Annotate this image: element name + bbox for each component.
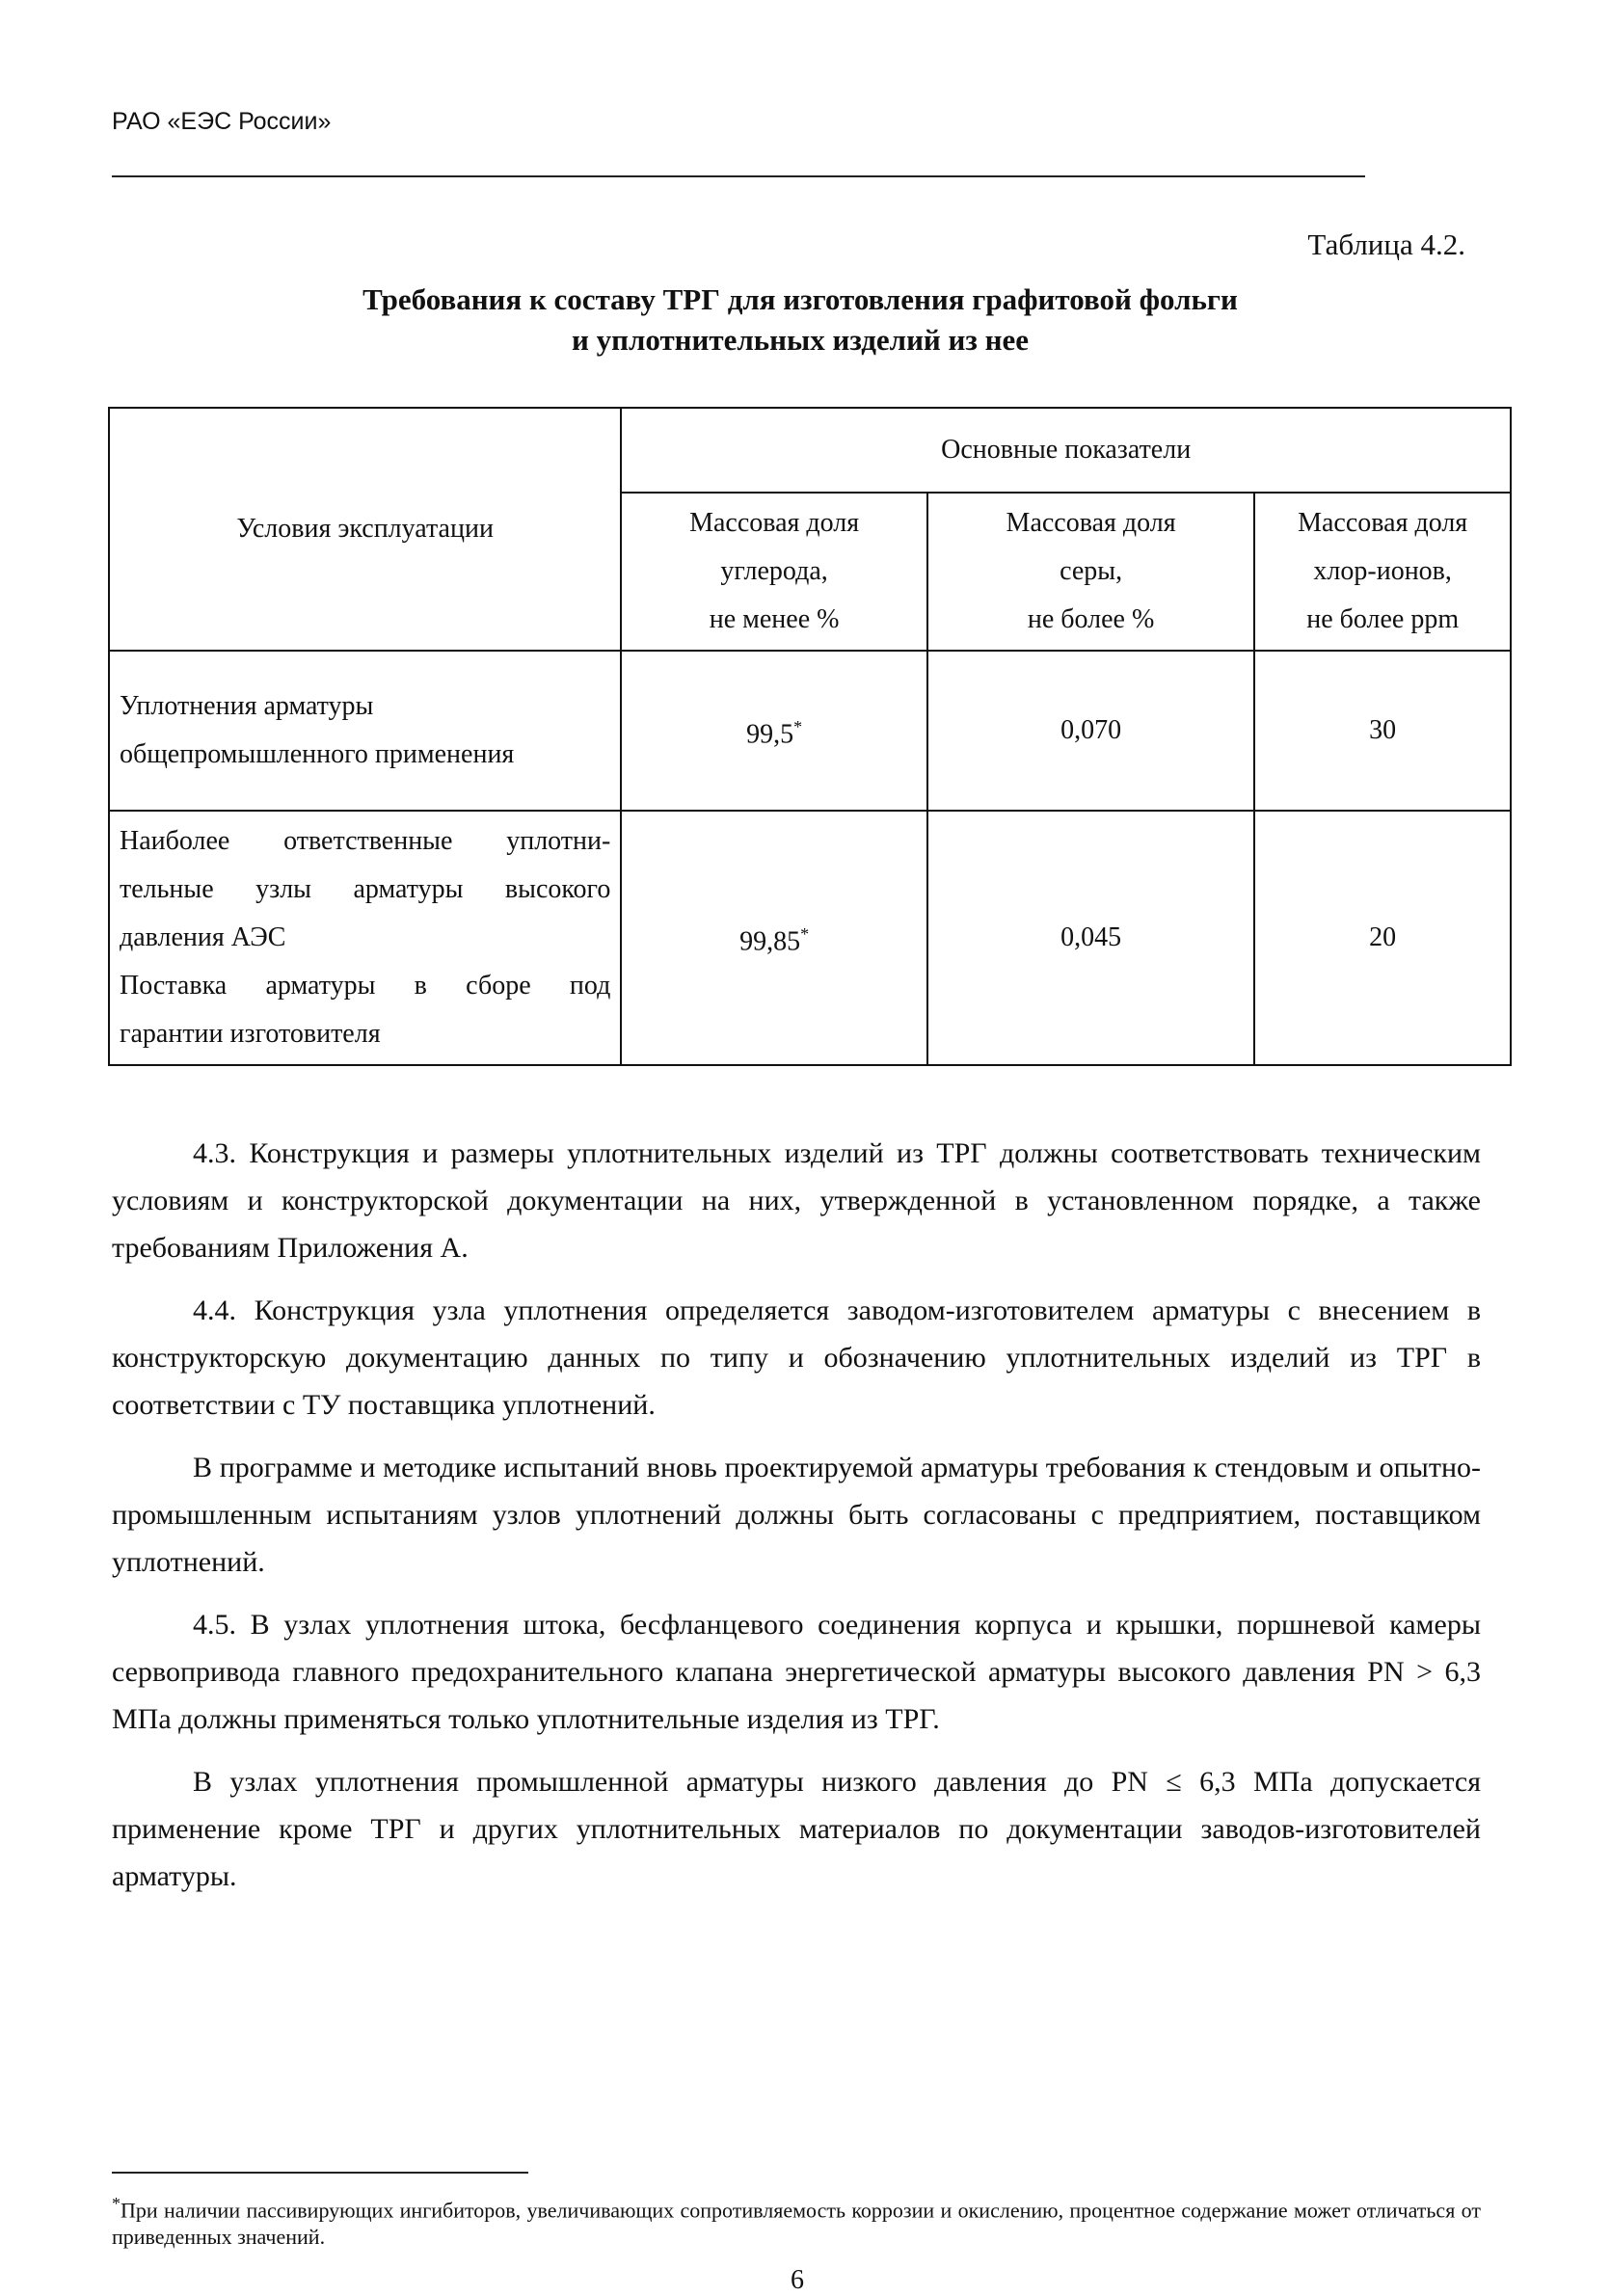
row1-sulfur: 0,070 [927,651,1254,811]
row1-condition-l1: Уплотнения арматуры [120,691,374,721]
row2-footnote-mark: * [800,923,810,944]
header-chlorine-l2: хлор-ионов, [1313,556,1452,586]
header-chlorine-l1: Массовая доля [1298,508,1468,538]
table-title [193,280,1408,360]
row2-condition-l5: гарантии изготовителя [120,1019,381,1049]
header-carbon-l1: Массовая доля [689,508,860,538]
page-number: 6 [791,2265,804,2295]
paragraph-4-3: 4.3. Конструкция и размеры уплотнительных изделий из ТРГ должны соответствовать техническим условиям и конструкторской документации на них, утвержденной в установленном порядке, а также требованиям Приложения А. [112,1137,1481,1264]
paragraph-4-4-b: В программе и методике испытаний вновь проектируемой арматуры требования к стендовым и опытно-промышленным испытаниям узлов уплотнений должны быть согласованы с предприятием, поставщиком уплотнений. [112,1452,1481,1578]
row2-condition-l3: давления АЭС [120,922,286,952]
document-header: РАО «ЕЭС России» [112,108,332,135]
table-number: Таблица 4.2. [1307,227,1465,261]
table-title-line1: Требования к составу ТРГ для изготовления графитовой фольги [362,282,1238,316]
row1-condition [109,651,621,811]
requirements-table [108,407,1512,1066]
header-conditions: Условия эксплуатации [109,408,621,651]
header-main-indicators: Основные показатели [621,408,1511,493]
row2-condition-l1: Наиболее ответственные уплотни- [120,826,611,856]
body-text [112,1130,1481,1915]
paragraph-4-5-b: В узлах уплотнения промышленной арматуры низкого давления до PN ≤ 6,3 МПа допускается применение кроме ТРГ и других уплотнительных материалов по документации заводов-изготовителей арматуры. [112,1766,1481,1892]
row2-condition [109,811,621,1065]
paragraph-4-4: 4.4. Конструкция узла уплотнения определяется заводом-изготовителем арматуры с внесением в конструкторскую документацию данных по типу и обозначению уплотнительных изделий из ТРГ в соответствии с ТУ поставщика уплотнений. [112,1295,1481,1421]
header-chlorine [1254,493,1511,651]
header-sulfur-l3: не более % [1027,604,1155,634]
footnote-mark: * [112,2194,121,2213]
footnote [112,2190,1481,2251]
row2-carbon-value: 99,85 [739,926,801,957]
header-carbon [621,493,927,651]
row2-sulfur: 0,045 [927,811,1254,1065]
table-row [109,651,1511,811]
header-chlorine-l3: не более ppm [1306,604,1460,634]
row1-condition-l2: общепромышленного применения [120,739,515,769]
paragraph-4-5: 4.5. В узлах уплотнения штока, бесфланцевого соединения корпуса и крышки, поршневой камеры сервопривода главного предохранительного клапана энергетической арматуры высокого давления PN > 6,3 МПа должны применяться только уплотнительные изделия из ТРГ. [112,1609,1481,1735]
row1-carbon [621,651,927,811]
header-sulfur-l1: Массовая доля [1006,508,1176,538]
row2-chlorine: 20 [1254,811,1511,1065]
table-row [109,811,1511,1065]
row1-footnote-mark: * [793,716,803,736]
header-carbon-l3: не менее % [709,604,840,634]
row2-condition-l4: Поставка арматуры в сборе под [120,971,611,1001]
footnote-text: При наличии пассивирующих ингибиторов, увеличивающих сопротивляемость коррозии и окислению, процентное содержание может отличаться от приведенных значений. [112,2198,1481,2250]
table-title-line2: и уплотнительных изделий из нее [571,323,1029,357]
row1-carbon-value: 99,5 [746,719,794,750]
footnote-rule [112,2172,528,2174]
row1-chlorine: 30 [1254,651,1511,811]
header-sulfur-l2: серы, [1060,556,1123,586]
header-rule [112,175,1365,177]
row2-condition-l2: тельные узлы арматуры высокого [120,874,611,904]
row2-carbon [621,811,927,1065]
header-carbon-l2: углерода, [720,556,828,586]
header-sulfur [927,493,1254,651]
